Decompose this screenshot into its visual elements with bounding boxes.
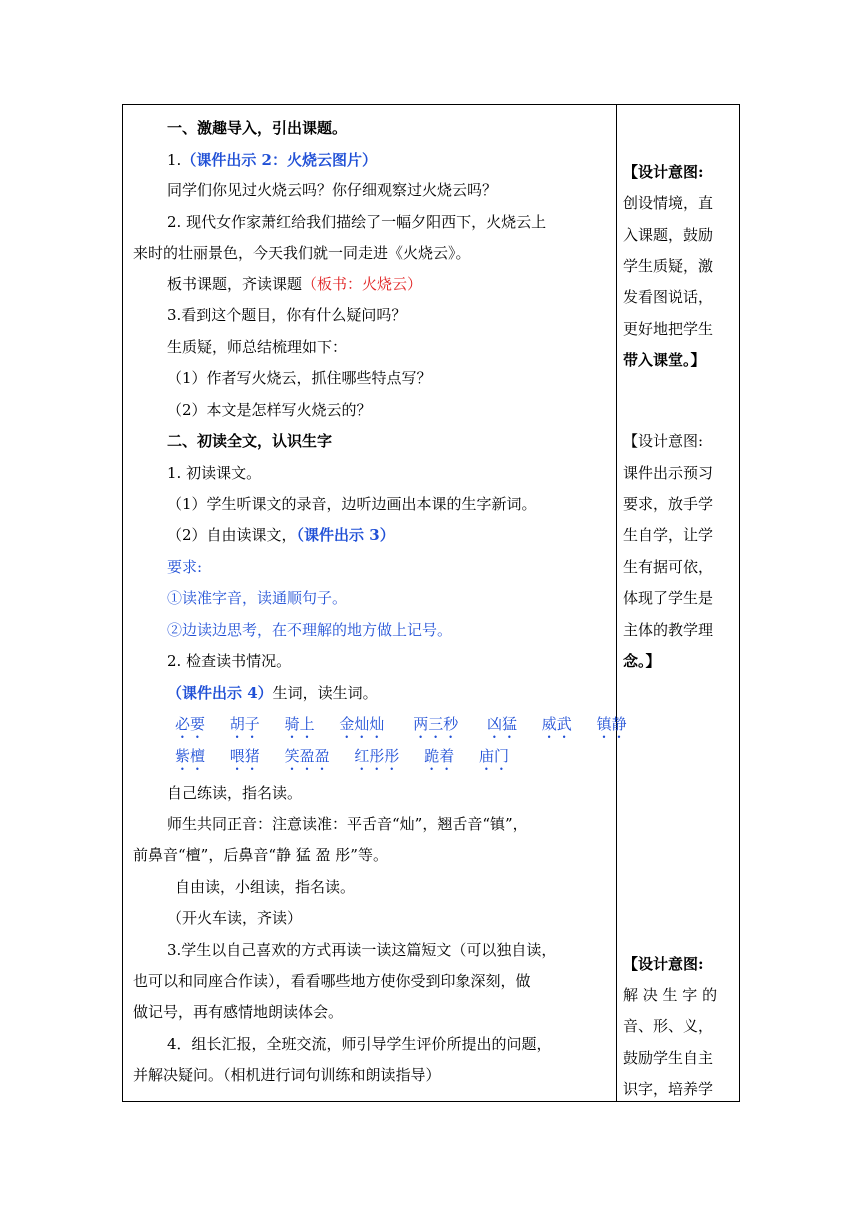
s2-p11: 自由读，小组读，指名读。 (175, 878, 356, 896)
note1-line: 学生质疑，激 (623, 257, 714, 275)
note2-line: 体现了学生是 (623, 589, 714, 607)
note3-title: 【设计意图: (623, 955, 704, 973)
vocab-word: 跪着 (424, 747, 455, 765)
note2-line: 念。】 (623, 652, 661, 670)
vocab-word: 金灿灿 (339, 715, 385, 733)
s2-p8-courseware: （课件出示 4） (167, 684, 273, 702)
s2-p8 (167, 683, 378, 703)
s2-p13b: 也可以和同座合作读），看看哪些地方使你受到印象深刻，做 (133, 972, 531, 990)
vocab-word: 两三秒 (413, 715, 459, 733)
note1-line: 更好地把学生 (623, 320, 714, 338)
note2-title: 【设计意图: (623, 432, 704, 450)
vocab-word: 必要 (175, 715, 206, 733)
column-divider (616, 105, 617, 1101)
s2-p4: 要求: (167, 558, 203, 576)
s1-p2: 同学们你见过火烧云吗？你仔细观察过火烧云吗？ (167, 181, 498, 199)
s1-p1-courseware: （课件出示 2：火烧云图片） (181, 151, 377, 169)
lesson-table (122, 104, 740, 1102)
note2-line: 课件出示预习 (623, 464, 714, 482)
vocab-word: 骑上 (284, 715, 315, 733)
s2-p10a: 师生共同正音：注意读准：平舌音“灿”，翘舌音“镇”， (167, 815, 528, 833)
section1-heading: 一、激趣导入，引出课题。 (167, 119, 348, 137)
s2-p5: ①读准字音，读通顺句子。 (167, 589, 348, 607)
s1-p3a: 2. 现代女作家萧红给我们描绘了一幅夕阳西下，火烧云上 (167, 213, 547, 231)
note2-line: 生自学，让学 (623, 526, 714, 544)
vocab-word: 凶猛 (486, 715, 517, 733)
s1-p1-num: 1. (167, 151, 182, 169)
note3-line: 解 决 生 字 的 (623, 986, 718, 1004)
note3-line: 识字，培养学 (623, 1080, 714, 1098)
vocab-word: 喂猪 (229, 747, 260, 765)
note3-line: 音、形、义， (623, 1017, 714, 1035)
note2-line: 主体的教学理 (623, 621, 714, 639)
s1-p4 (167, 274, 422, 294)
s2-p14b: 并解决疑问。（相机进行词句训练和朗读指导） (133, 1066, 441, 1084)
s1-p4-text: 板书课题，齐读课题 (167, 275, 303, 293)
s1-p4-board: （板书：火烧云） (302, 275, 423, 293)
s2-p3-courseware: （课件出示 3） (296, 526, 395, 544)
s1-p1 (167, 150, 377, 170)
s1-p7: （1）作者写火烧云，抓住哪些特点写？ (167, 369, 432, 387)
s2-p2: （1）学生听课文的录音，边听边画出本课的生字新词。 (167, 495, 537, 513)
s1-p8: （2）本文是怎样写火烧云的？ (167, 401, 372, 419)
s2-p14a: 4．组长汇报，全班交流，师引导学生评价所提出的问题， (167, 1035, 552, 1053)
s2-p12: （开火车读，齐读） (167, 909, 303, 927)
note1-line: 发看图说话， (623, 288, 714, 306)
section2-heading: 二、初读全文，认识生字 (167, 432, 333, 450)
vocab-word: 镇静 (596, 715, 627, 733)
note3-line: 鼓励学生自主 (623, 1049, 714, 1067)
vocab-word: 庙门 (478, 747, 509, 765)
s2-p9: 自己练读，指名读。 (167, 784, 303, 802)
note2-line: 要求，放手学 (623, 495, 714, 513)
vocab-row-1 (175, 714, 647, 742)
s1-p5: 3.看到这个题目，你有什么疑问吗？ (167, 306, 407, 324)
note1-line: 入课题，鼓励 (623, 226, 714, 244)
vocab-word: 威武 (541, 715, 572, 733)
s2-p7: 2. 检查读书情况。 (167, 652, 292, 670)
s2-p10b: 前鼻音“檀”，后鼻音“静 猛 盈 彤”等。 (133, 846, 388, 864)
note1-title: 【设计意图: (623, 163, 704, 181)
vocab-row-2 (175, 746, 529, 774)
s2-p13c: 做记号，再有感情地朗读体会。 (133, 1003, 344, 1021)
vocab-word: 胡子 (229, 715, 260, 733)
vocab-word: 笑盈盈 (284, 747, 330, 765)
s2-p8-text: 生词，读生词。 (272, 684, 378, 702)
s2-p13a: 3.学生以自己喜欢的方式再读一读这篇短文（可以独自读， (167, 941, 557, 959)
vocab-word: 红彤彤 (354, 747, 400, 765)
vocab-word: 紫檀 (175, 747, 206, 765)
note1-line: 创设情境，直 (623, 194, 714, 212)
s2-p3 (167, 525, 395, 545)
s1-p6: 生质疑，师总结梳理如下： (167, 338, 348, 356)
s1-p3b: 来时的壮丽景色，今天我们就一同走进《火烧云》。 (133, 244, 471, 262)
s2-p1: 1. 初读课文。 (167, 464, 262, 482)
note2-line: 生有据可依， (623, 558, 714, 576)
s2-p3-text: （2）自由读课文， (167, 526, 297, 544)
note1-line: 带入课堂。】 (623, 351, 706, 369)
s2-p6: ②边读边思考，在不理解的地方做上记号。 (167, 621, 453, 639)
